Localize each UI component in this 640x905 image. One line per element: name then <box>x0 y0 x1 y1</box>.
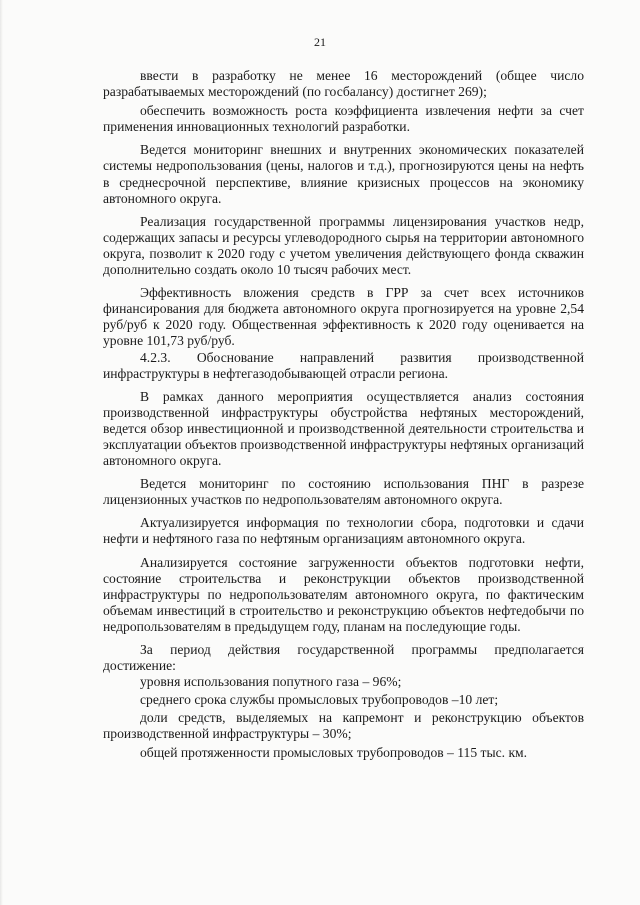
section-heading-4-2-3: 4.2.3. Обоснование направлений развития производственной инфраструктуры в нефтегазодобывающей отрасли региона. <box>103 349 584 381</box>
paragraph-png-monitoring: Ведется мониторинг по состоянию использования ПНГ в разрезе лицензионных участков по недропользователям автономного округа. <box>103 476 584 508</box>
page-number: 21 <box>314 35 326 49</box>
scan-edge-shadow <box>0 0 3 905</box>
paragraph-technology-info: Актуализируется информация по технологии сбора, подготовки и сдачи нефти и нефтяного газа по нефтяным организациям автономного округа. <box>103 515 584 547</box>
paragraph-program-targets: За период действия государственной программы предполагается достижение: <box>103 642 584 674</box>
paragraph-oil-fields: ввести в разработку не менее 16 месторождений (общее число разрабатываемых месторождений (по госбалансу) достигнет 269); <box>103 68 584 100</box>
list-item-gas-usage: уровня использования попутного газа – 96%; <box>140 674 402 690</box>
list-item-pipeline-length: общей протяженности промысловых трубопроводов – 115 тыс. км. <box>140 744 528 760</box>
paragraph-load-analysis: Анализируется состояние загруженности объектов подготовки нефти, состояние строительства и реконструкции объектов производственной инфраструктуры по недропользователям автономного округа, по фактическим объемам инвестиций в строительство и реконструкцию объектов нефтедобычи по недропользователям в предыдущем году, планам на последующие годы. <box>103 554 584 634</box>
paragraph-licensing-program: Реализация государственной программы лицензирования участков недр, содержащих запасы и ресурсы углеводородного сырья на территории автономного округа, позволит к 2020 году с учетом увеличения действующего фонда скважин дополнительно создать около 10 тысяч рабочих мест. <box>103 213 584 278</box>
paragraph-investment-efficiency: Эффективность вложения средств в ГРР за счет всех источников финансирования для бюджета автономного округа прогнозируется на уровне 2,54 руб/руб к 2020 году. Общественная эффективность к 2020 году оценивается на уровне 101,73 руб/руб. <box>103 285 584 349</box>
document-body <box>103 68 584 761</box>
paragraph-infrastructure-analysis: В рамках данного мероприятия осуществляется анализ состояния производственной инфраструктуры обустройства нефтяных месторождений, ведется обзор инвестиционной и производственной деятельности строительства и эксплуатации объектов производственной инфраструктуры нефтяных организаций автономного округа. <box>103 388 584 469</box>
list-item-repair-funds-share: доли средств, выделяемых на капремонт и реконструкцию объектов производственной инфраструктуры – 30%; <box>103 710 584 742</box>
paragraph-recovery-factor: обеспечить возможность роста коэффициента извлечения нефти за счет применения инновационных технологий разработки. <box>103 103 584 135</box>
list-item-pipeline-service-life: среднего срока службы промысловых трубопроводов –10 лет; <box>140 692 499 708</box>
paragraph-monitoring-economics: Ведется мониторинг внешних и внутренних экономических показателей системы недропользования (цены, налогов и т.д.), прогнозируются цены на нефть в среднесрочной перспективе, влияние кризисных процессов на экономику автономного округа. <box>103 142 584 206</box>
